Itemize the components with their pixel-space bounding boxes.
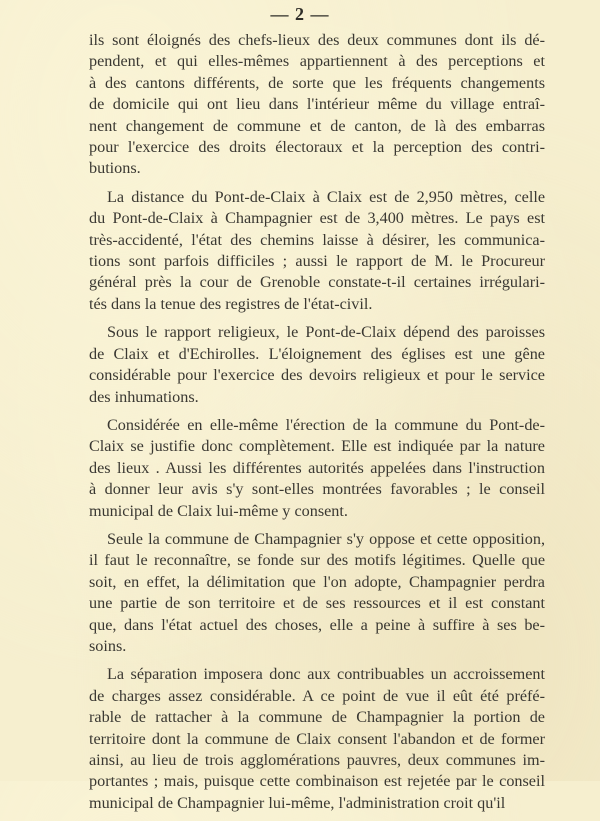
text-line: des inhumations. xyxy=(89,387,199,406)
page-number: — 2 — xyxy=(270,4,330,24)
text-line: pour l'exercice des droits électoraux et la perception des contri- xyxy=(89,138,545,157)
text-line: municipal de Champagnier lui-même, l'administration croit qu'il xyxy=(89,793,506,812)
text-line: général près la cour de Grenoble constate-t-il certaines irrégulari- xyxy=(89,273,545,292)
text-line: considérable pour l'exercice des devoirs religieux et pour le service xyxy=(89,366,545,385)
text-line: Seule la commune de Champagnier s'y oppose et cette opposition, xyxy=(107,529,545,548)
body-text xyxy=(89,30,545,821)
text-line: des lieux . Aussi les différentes autorités appelées dans l'instruction xyxy=(89,458,545,477)
paragraph xyxy=(89,415,545,522)
text-line: de domicile qui ont lieu dans l'intérieur même du village entraî- xyxy=(89,95,545,114)
text-line: Claix se justifie donc complètement. Elle est indiquée par la nature xyxy=(89,437,545,456)
text-line: territoire dont la commune de Claix consent l'abandon et de former xyxy=(89,729,545,748)
text-line: La distance du Pont-de-Claix à Claix est de 2,950 mètres, celle xyxy=(107,187,545,206)
text-line: tés dans la tenue des registres de l'état-civil. xyxy=(89,294,373,313)
paragraph xyxy=(89,664,545,814)
text-line: une partie de son territoire et de ses ressources et il est constant xyxy=(89,594,545,613)
text-line: Sous le rapport religieux, le Pont-de-Claix dépend des paroisses xyxy=(107,323,545,342)
text-line: très-accidenté, l'état des chemins laisse à désirer, les communica- xyxy=(89,230,545,249)
text-line: soit, en effet, la délimitation que l'on adopte, Champagnier perdra xyxy=(89,572,545,591)
text-line: portantes ; mais, puisque cette combinaison est rejetée par le conseil xyxy=(89,772,545,791)
text-line: butions. xyxy=(89,159,141,178)
paragraph xyxy=(89,30,545,180)
text-line: nent changement de commune et de canton, de là des embarras xyxy=(89,116,545,135)
text-line: La séparation imposera donc aux contribuables un accroissement xyxy=(107,665,545,684)
text-line: que, dans l'état actuel des choses, elle a peine à suffire à ses be- xyxy=(89,615,545,634)
text-line: municipal de Claix lui-même y consent. xyxy=(89,501,348,520)
paragraph xyxy=(89,529,545,657)
text-line: à des cantons différents, de sorte que les fréquents changements xyxy=(89,73,545,92)
text-line: tions sont parfois difficiles ; aussi le rapport de M. le Procureur xyxy=(89,252,545,271)
paragraph xyxy=(89,187,545,315)
text-line: ils sont éloignés des chefs-lieux des deux communes dont ils dé- xyxy=(89,31,545,49)
text-line: Considérée en elle-même l'érection de la commune du Pont-de- xyxy=(107,415,545,434)
paragraph xyxy=(89,322,545,408)
text-line: à donner leur avis s'y sont-elles montrées favorables ; le conseil xyxy=(89,480,545,499)
text-line: pendent, et qui elles-mêmes appartiennent à des perceptions et xyxy=(89,52,545,71)
text-line: soins. xyxy=(89,636,127,655)
text-line: ainsi, au lieu de trois agglomérations pauvres, deux communes im- xyxy=(89,751,545,769)
text-line: il faut le reconnaître, se fonde sur des motifs légitimes. Quelle que xyxy=(89,551,545,570)
text-line: de charges assez considérable. A ce point de vue il eût été préfé- xyxy=(89,686,545,705)
text-line: de Claix et d'Echirolles. L'éloignement des églises est une gêne xyxy=(89,344,545,363)
text-line: du Pont-de-Claix à Champagnier est de 3,400 mètres. Le pays est xyxy=(89,209,545,228)
text-line: rable de rattacher à la commune de Champagnier la portion de xyxy=(89,708,545,727)
